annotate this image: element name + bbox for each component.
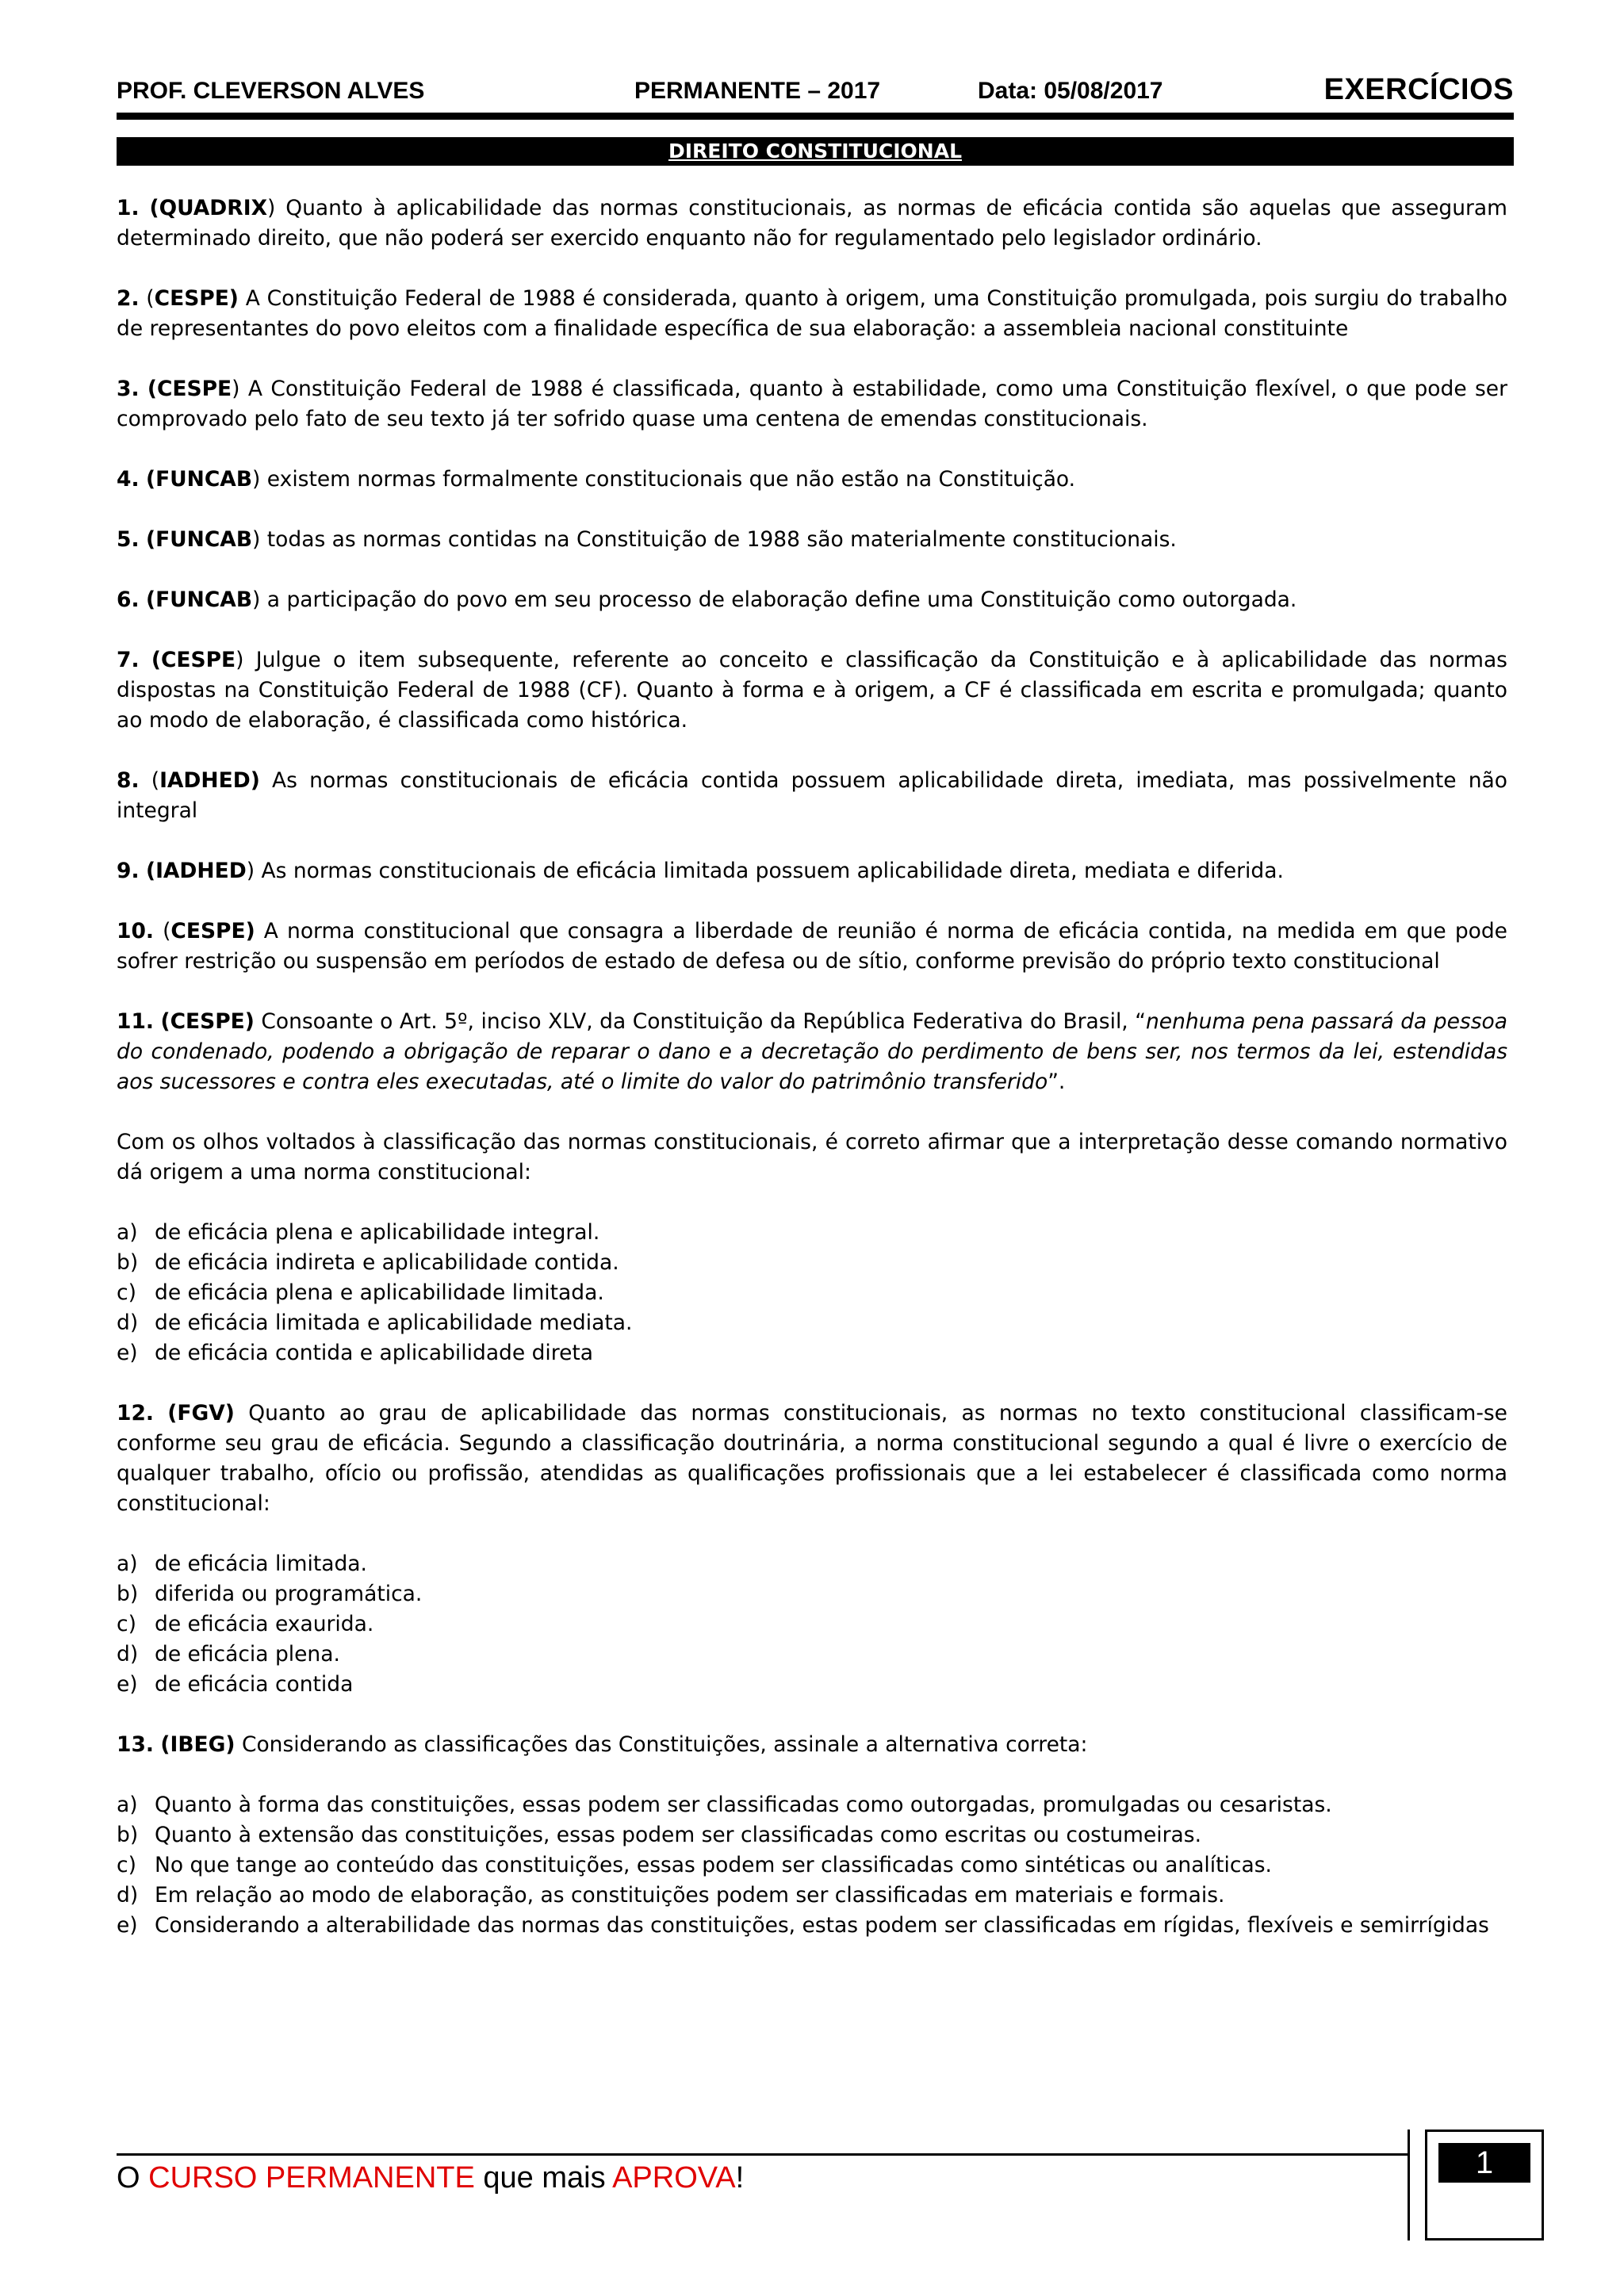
question-source: (CESPE [151,648,236,672]
question-3 [117,374,1507,434]
question-11-prompt: Com os olhos voltados à classificação das normas constitucionais, é correto afirmar que a interpretação desse comando normativo dá origem a uma norma constitucional: [117,1130,1507,1184]
question-text: Quanto ao grau de aplicabilidade das normas constitucionais, as normas no texto constitucional classificam-se conforme seu grau de eficácia. Segundo a classificação doutrinária, a norma constitucional segundo a qual é livre o exercício de qualquer trabalho, ofício ou profissão, atendidas as qualificações profissionais que a lei estabelecer é classificada como norma constitucional: [117,1401,1507,1516]
footer-divider [117,2153,1408,2156]
option-text: diferida ou programática. [155,1582,423,1606]
option-letter: a) [117,1220,138,1245]
question-source: (IADHED [145,859,247,883]
option-b [117,1820,1507,1850]
question-source: CESPE) [154,286,239,311]
option-b [117,1248,1507,1278]
question-11-options [117,1218,1507,1368]
slogan-part: O [117,2161,149,2195]
option-text: de eficácia plena e aplicabilidade integral. [155,1220,600,1245]
question-number: 3. [117,377,140,401]
option-text: de eficácia indireta e aplicabilidade contida. [155,1250,619,1275]
option-letter: e) [117,1672,138,1697]
page-header [117,73,1514,108]
slogan-part: ! [735,2161,745,2195]
question-12-options [117,1549,1507,1700]
option-c [117,1278,1507,1308]
question-text: ) A Constituição Federal de 1988 é classificada, quanto à estabilidade, como uma Constituição flexível, o que pode ser comprovado pelo fato de seu texto já ter sofrido quase uma centena de emendas constitucionais. [117,377,1507,431]
option-c [117,1850,1507,1881]
section-title: DIREITO CONSTITUCIONAL [117,137,1514,166]
question-text: ) Quanto à aplicabilidade das normas constitucionais, as normas de eficácia contida são aquelas que asseguram determinado direito, que não poderá ser exercido enquanto não for regulamentado pelo legislador ordinário. [117,196,1507,251]
option-text: de eficácia exaurida. [155,1612,374,1636]
question-1 [117,193,1507,254]
question-text: Considerando as classificações das Constituições, assinale a alternativa correta: [235,1732,1088,1757]
question-text: Consoante o Art. 5º, inciso XLV, da Constituição da República Federativa do Brasil, “ [254,1009,1146,1034]
header-divider [117,113,1514,120]
question-source: (FUNCAB [145,467,253,492]
question-number: 8. [117,768,140,793]
question-number: 4. [117,467,140,492]
question-13-options [117,1790,1507,1941]
question-source: CESPE) [170,919,255,943]
option-text: de eficácia limitada e aplicabilidade mediata. [155,1311,633,1335]
option-d [117,1881,1507,1911]
question-11 [117,1007,1507,1097]
question-quote-end: ”. [1048,1070,1066,1094]
option-text: de eficácia plena e aplicabilidade limitada. [155,1280,604,1305]
option-letter: b) [117,1250,139,1275]
option-b [117,1579,1507,1609]
option-d [117,1308,1507,1338]
slogan-part: que mais [474,2161,613,2195]
option-text: No que tange ao conteúdo das constituições, essas podem ser classificadas como sintéticas ou analíticas. [155,1853,1272,1877]
question-lead: ( [139,286,155,311]
question-number: 7. [117,648,140,672]
option-letter: b) [117,1823,139,1847]
question-text: ) existem normas formalmente constitucionais que não estão na Constituição. [252,467,1076,492]
option-text: de eficácia contida e aplicabilidade direta [155,1341,594,1365]
question-source: IADHED) [159,768,260,793]
question-text: A norma constitucional que consagra a liberdade de reunião é norma de eficácia contida, na medida em que pode sofrer restrição ou suspensão em períodos de estado de defesa ou de sítio, conforme previsão do próprio texto constitucional [117,919,1507,974]
option-c [117,1609,1507,1640]
option-letter: c) [117,1853,136,1877]
question-source: (CESPE [147,377,232,401]
question-text: ) todas as normas contidas na Constituição de 1988 são materialmente constitucionais. [252,527,1177,552]
option-text: de eficácia contida [155,1672,354,1697]
question-source: (QUADRIX [149,196,267,220]
question-lead: ( [153,919,171,943]
question-8 [117,766,1507,826]
option-text: Quanto à forma das constituições, essas podem ser classificadas como outorgadas, promulgadas ou cesaristas. [155,1793,1332,1817]
question-number: 10. [117,919,154,943]
option-letter: e) [117,1341,138,1365]
exam-date: Data: 05/08/2017 [978,78,1163,104]
question-number: 9. [117,859,140,883]
question-2 [117,284,1507,344]
document-type: EXERCÍCIOS [1323,73,1514,106]
question-6 [117,585,1507,615]
question-12 [117,1399,1507,1519]
question-source: (FUNCAB [145,527,253,552]
option-text: Quanto à extensão das constituições, essas podem ser classificadas como escritas ou costumeiras. [155,1823,1202,1847]
option-text: Considerando a alterabilidade das normas das constituições, estas podem ser classificadas em rígidas, flexíveis e semirrígidas [155,1913,1489,1938]
question-source: (FUNCAB [145,587,253,612]
question-lead: ( [139,768,160,793]
slogan-highlight: CURSO PERMANENTE [148,2161,475,2195]
question-9 [117,856,1507,886]
option-letter: e) [117,1913,138,1938]
option-letter: b) [117,1582,139,1606]
footer-slogan [117,2161,744,2195]
option-letter: a) [117,1552,138,1576]
page-number-box [1425,2130,1544,2241]
question-source: (CESPE) [160,1009,255,1034]
option-letter: c) [117,1280,136,1305]
question-number: 11. [117,1009,154,1034]
question-text: A Constituição Federal de 1988 é considerada, quanto à origem, uma Constituição promulgada, pois surgiu do trabalho de representantes do povo eleitos com a finalidade específica de sua elaboração: a assembleia nacional constituinte [117,286,1507,341]
question-text: ) Julgue o item subsequente, referente ao conceito e classificação da Constituição e à aplicabilidade das normas dispostas na Constituição Federal de 1988 (CF). Quanto à forma e à origem, a CF é classificada em escrita e promulgada; quanto ao modo de elaboração, é classificada como histórica. [117,648,1507,733]
professor-name: PROF. CLEVERSON ALVES [117,78,425,104]
option-e [117,1338,1507,1368]
option-d [117,1640,1507,1670]
option-text: Em relação ao modo de elaboração, as constituições podem ser classificadas em materiais e formais. [155,1883,1225,1908]
questions-content [117,193,1507,1971]
question-source: (IBEG) [160,1732,236,1757]
option-letter: a) [117,1793,138,1817]
question-4 [117,465,1507,495]
question-text: ) As normas constitucionais de eficácia limitada possuem aplicabilidade direta, mediata e diferida. [246,859,1284,883]
question-number: 13. [117,1732,154,1757]
slogan-highlight: APROVA [612,2161,736,2195]
option-text: de eficácia plena. [155,1642,340,1667]
question-13 [117,1730,1507,1760]
option-a [117,1549,1507,1579]
question-5 [117,525,1507,555]
option-letter: d) [117,1311,139,1335]
option-a [117,1218,1507,1248]
question-10 [117,916,1507,977]
option-e [117,1911,1507,1941]
question-number: 5. [117,527,140,552]
question-number: 12. [117,1401,154,1425]
question-text: ) a participação do povo em seu processo de elaboração define uma Constituição como outorgada. [252,587,1297,612]
question-source: (FGV) [167,1401,235,1425]
option-letter: d) [117,1883,139,1908]
option-text: de eficácia limitada. [155,1552,367,1576]
question-number: 1. [117,196,140,220]
option-e [117,1670,1507,1700]
footer-vertical-divider [1408,2130,1410,2241]
question-number: 2. [117,286,140,311]
question-text: As normas constitucionais de eficácia contida possuem aplicabilidade direta, imediata, mas possivelmente não integral [117,768,1507,823]
question-7 [117,645,1507,736]
course-name: PERMANENTE – 2017 [634,78,881,104]
question-quote: nenhuma pena passará da pessoa do condenado, podendo a obrigação de reparar o dano e a decretação do perdimento de bens ser, nos termos da lei, estendidas aos sucessores e contra eles executadas, até o limite do valor do patrimônio transferido [117,1009,1507,1094]
page-number: 1 [1438,2143,1530,2183]
option-letter: d) [117,1642,139,1667]
question-number: 6. [117,587,140,612]
option-letter: c) [117,1612,136,1636]
option-a [117,1790,1507,1820]
